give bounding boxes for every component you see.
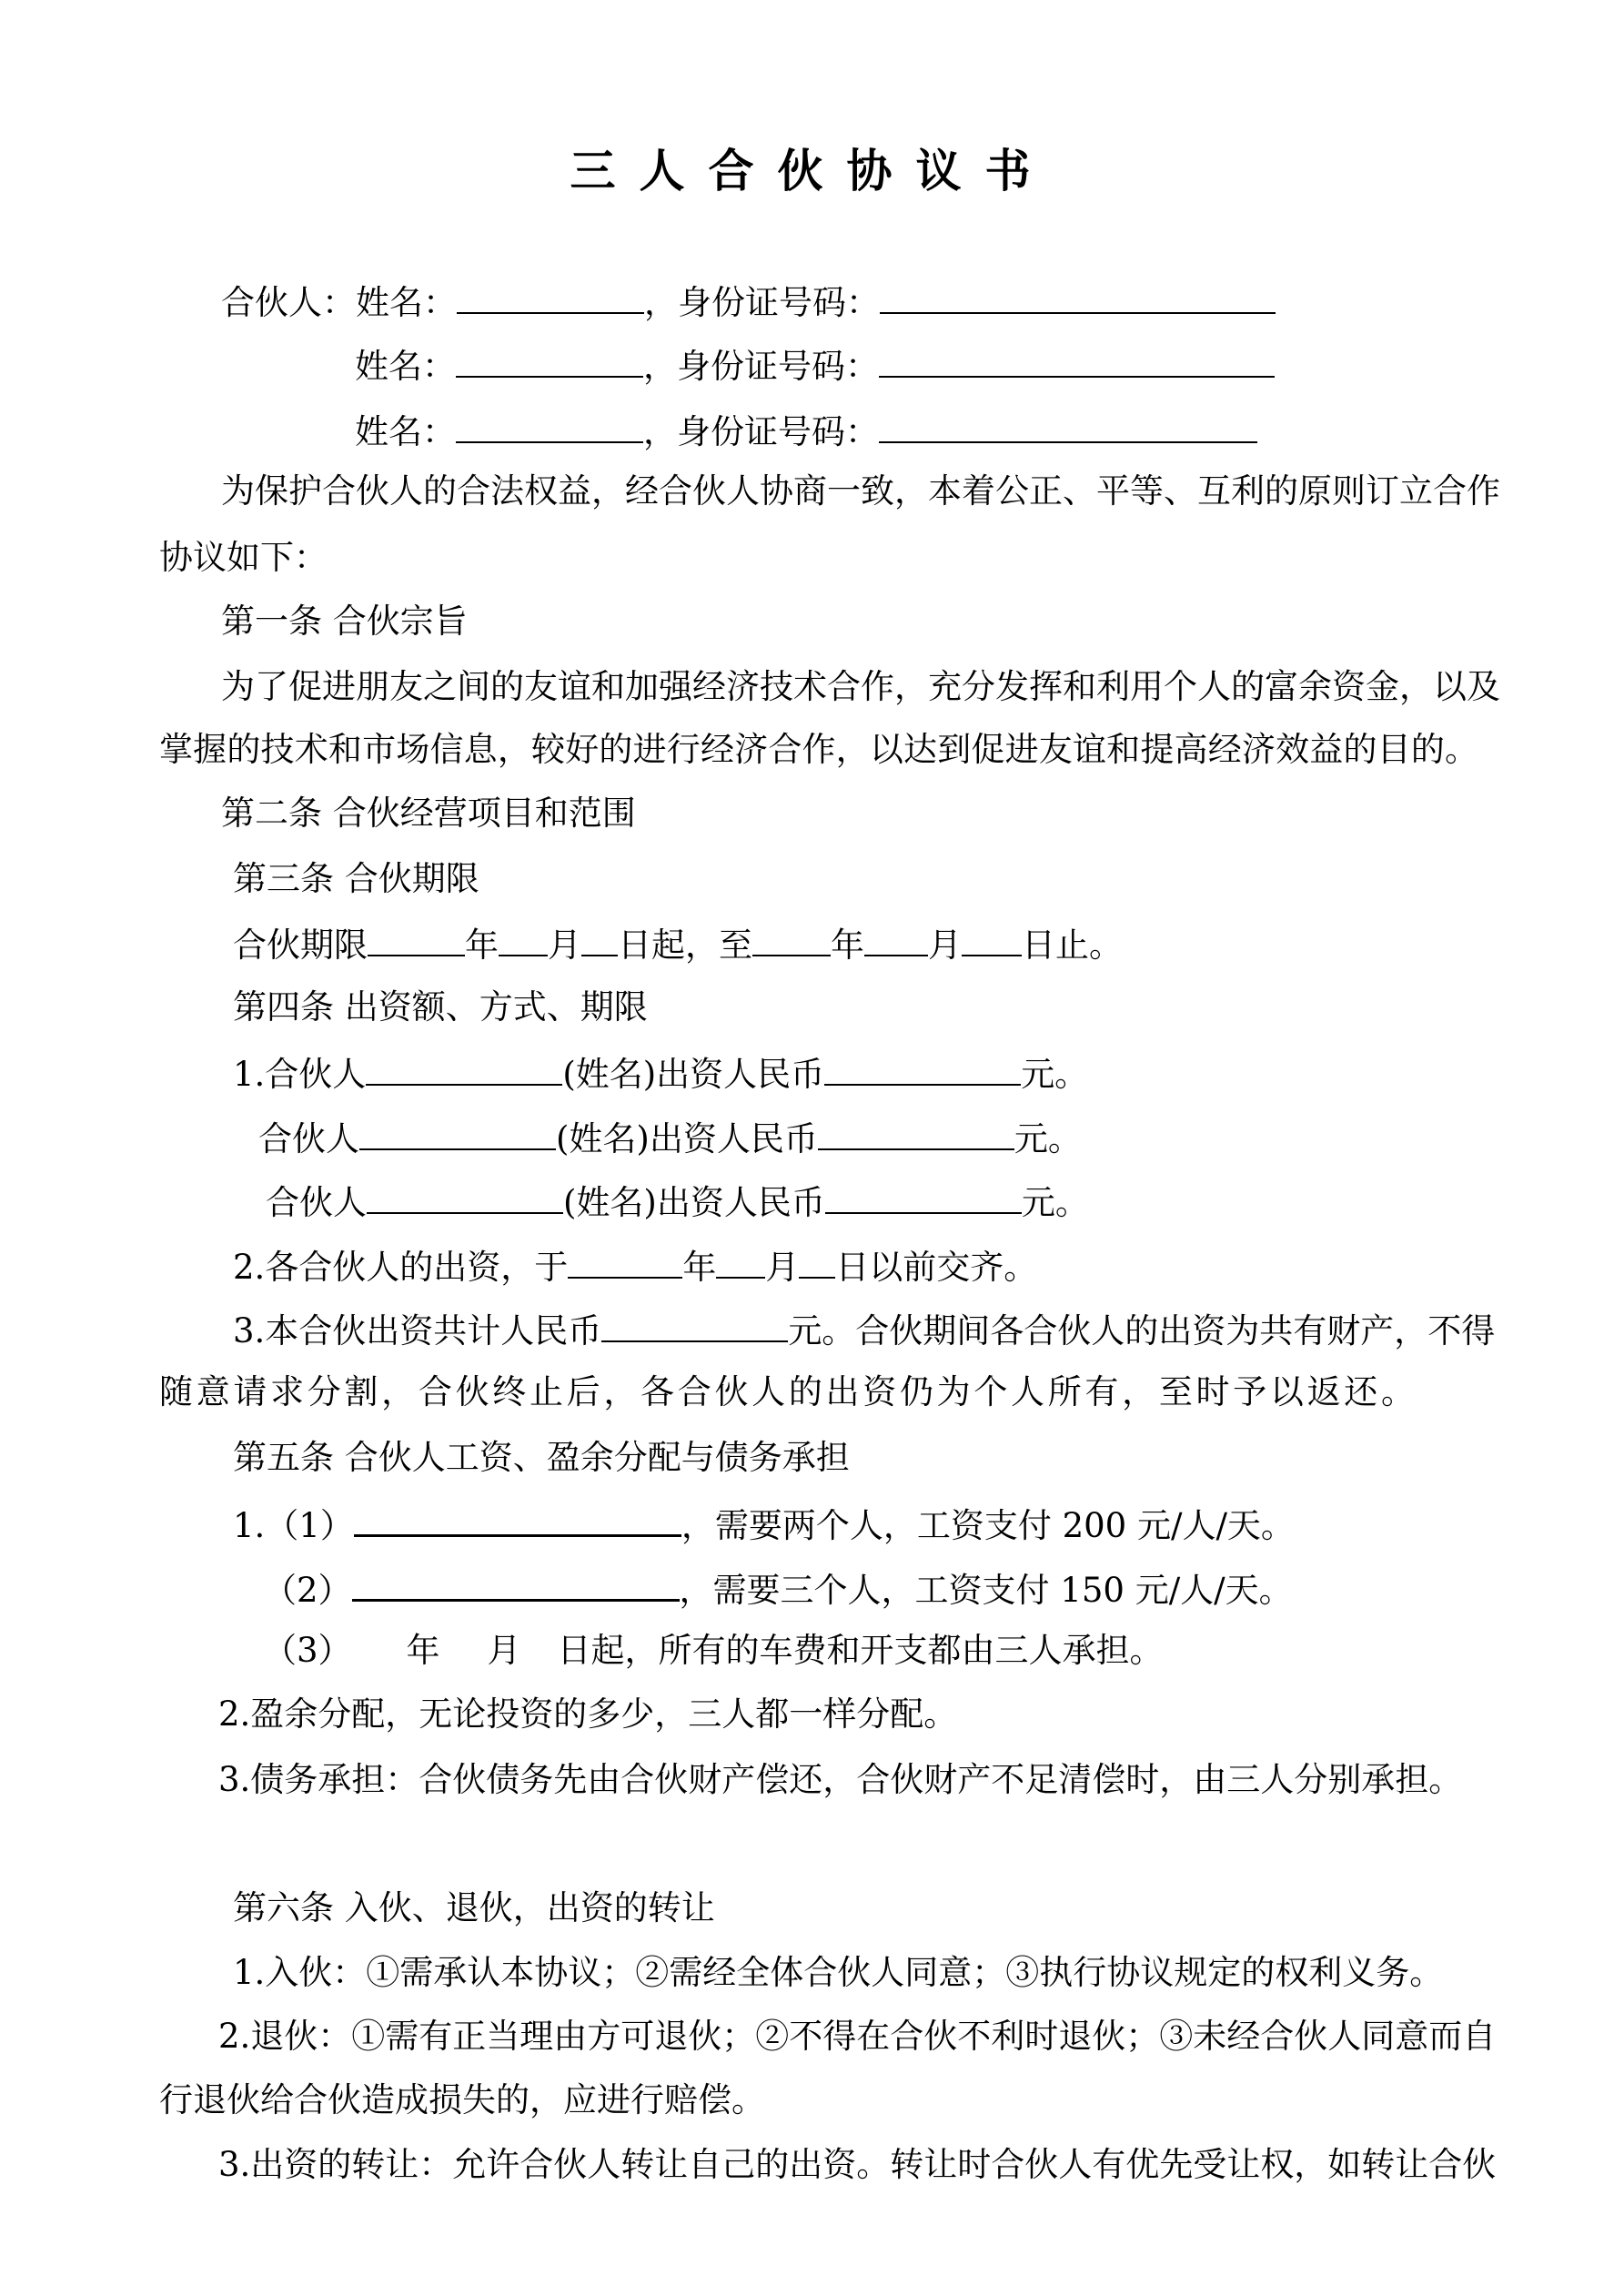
text: 合伙人 [258,1119,359,1158]
profit-distribution: 2.盈余分配，无论投资的多少，三人都一样分配。 [218,1694,958,1734]
withdrawal-clause: 2.退伙：①需有正当理由方可退伙；②不得在合伙不利时退伙；③未经合伙人同意而自 [218,2017,1497,2056]
text: ，需要两个人，工资支付 200 元/人/天。 [681,1506,1295,1545]
blank[interactable] [581,924,618,956]
name-blank[interactable] [456,410,643,443]
blank[interactable] [825,1181,1022,1214]
partner-row-1 [221,281,1276,321]
admission-clause: 1.入伙：①需承认本协议；②需经全体合伙人同意；③执行协议规定的权利义务。 [233,1953,1444,1992]
blank[interactable] [368,924,465,956]
article-6-heading: 第六条 入伙、退伙，出资的转让 [233,1888,715,1927]
blank[interactable] [799,1246,835,1279]
contribution-line [233,1053,1088,1093]
text: 月 [765,1248,800,1287]
transfer-clause: 3.出资的转让：允许合伙人转让自己的出资。转让时合伙人有优先受让权，如转让合伙 [218,2145,1497,2184]
blank[interactable] [499,924,548,956]
text: (姓名)出资人民币 [563,1183,825,1222]
wage-line-1 [233,1503,1295,1544]
blank[interactable] [601,1310,788,1342]
text: 3.本合伙出资共计人民币 [233,1311,602,1350]
article-1-body: 为了促进朋友之间的友谊和加强经济技术合作，充分发挥和利用个人的富余资金，以及 [221,667,1500,706]
text: 日起，所有的车费和开支都由三人承担。 [557,1631,1164,1670]
withdrawal-clause-cont: 行退伙给合伙造成损失的，应进行赔偿。 [159,2080,765,2119]
text: （2） [263,1571,352,1610]
text: 2.各合伙人的出资，于 [233,1248,569,1287]
text: 1.（1） [233,1506,354,1545]
partner-row-2 [355,345,1275,385]
blank[interactable] [352,1568,680,1602]
article-1-heading: 第一条 合伙宗旨 [221,602,468,641]
text: 合伙人 [266,1183,367,1222]
blank[interactable] [752,924,831,956]
blank[interactable] [354,1503,681,1537]
contribution-deadline [233,1246,1037,1286]
wage-line-3 [263,1633,1164,1669]
contribution-line [266,1181,1089,1221]
debt-liability: 3.债务承担：合伙债务先由合伙财产偿还，合伙财产不足清偿时，由三人分别承担。 [218,1760,1463,1799]
article-5-heading: 第五条 合伙人工资、盈余分配与债务承担 [233,1438,850,1477]
blank[interactable] [864,924,928,956]
blank[interactable] [818,1118,1014,1150]
id-blank[interactable] [880,281,1276,314]
text: 元。 [1014,1119,1082,1158]
partner-label: 合伙人： [221,283,356,322]
blank[interactable] [716,1246,765,1279]
text: (姓名)出资人民币 [562,1055,825,1094]
text: 月 [487,1631,521,1670]
document-title: 三人合伙协议书 [570,144,1054,197]
text: 日起，至 [618,925,752,965]
text: 月 [548,925,581,965]
blank[interactable] [962,924,1022,956]
text: 年 [465,925,499,965]
contribution-total-cont: 随意请求分割，合伙终止后，各合伙人的出资仍为个人所有，至时予以返还。 [159,1372,1415,1411]
blank[interactable] [568,1246,682,1279]
id-label: ，身份证号码： [643,347,879,386]
contribution-line [258,1118,1082,1158]
text: 年 [406,1631,440,1670]
text: （3） [263,1631,352,1670]
text: 元。合伙期间各合伙人的出资为共有财产，不得 [788,1311,1496,1350]
name-blank[interactable] [456,345,643,378]
name-label: 姓名： [356,283,457,322]
id-blank[interactable] [879,345,1275,378]
blank[interactable] [824,1053,1021,1086]
id-label: ，身份证号码： [644,283,880,322]
text: 元。 [1021,1183,1089,1222]
blank[interactable] [359,1118,556,1150]
text: 月 [928,925,962,965]
blank[interactable] [367,1181,563,1214]
partner-row-3 [355,410,1257,450]
article-4-heading: 第四条 出资额、方式、期限 [233,987,648,1027]
text: 合伙期限 [233,925,368,965]
text: ，需要三个人，工资支付 150 元/人/天。 [679,1571,1293,1610]
id-blank[interactable] [879,410,1257,443]
article-2-heading: 第二条 合伙经营项目和范围 [221,794,636,833]
preamble-line: 协议如下： [159,538,328,577]
preamble-line: 为保护合伙人的合法权益，经合伙人协商一致，本着公正、平等、互利的原则订立合作 [221,471,1500,511]
term-line [233,924,1123,964]
text: 年 [682,1248,717,1287]
wage-line-2 [263,1568,1293,1609]
name-blank[interactable] [457,281,644,314]
article-1-body: 掌握的技术和市场信息，较好的进行经济合作，以达到促进友谊和提高经济效益的目的。 [159,730,1478,769]
text: (姓名)出资人民币 [556,1119,818,1158]
text: 元。 [1021,1055,1089,1094]
article-3-heading: 第三条 合伙期限 [233,859,479,898]
blank[interactable] [366,1053,562,1086]
name-label: 姓名： [355,412,456,451]
id-label: ，身份证号码： [643,412,879,451]
text: 年 [831,925,864,965]
text: 日止。 [1022,925,1123,965]
contribution-total [233,1310,1496,1350]
text: 日以前交齐。 [835,1248,1038,1287]
text: 1.合伙人 [233,1055,367,1094]
name-label: 姓名： [355,347,456,386]
